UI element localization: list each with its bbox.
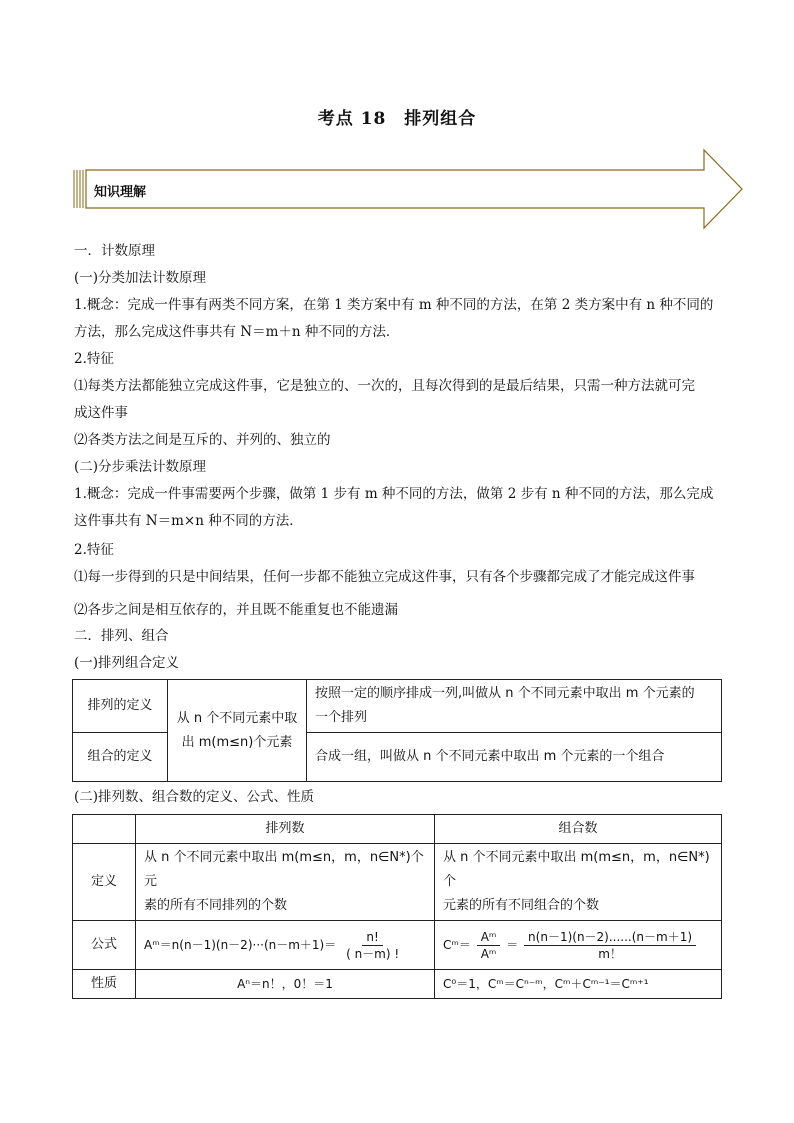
heading-counting-principles: 一．计数原理 — [74, 243, 155, 259]
banner-label: 知识理解 — [94, 185, 147, 200]
comb-fraction-1 — [477, 929, 501, 962]
comb-fraction-2 — [524, 929, 696, 962]
paragraph-addition-concept-2: 方法，那么完成这件事共有 N＝m＋n 种不同的方法． — [74, 324, 400, 340]
feature-1-line-a: ⑴每类方法都能独立完成这件事，它是独立的、一次的，且每次得到的是最后结果，只需一种方法就可完 — [74, 378, 695, 394]
subheading-multiplication-principle: (二)分步乘法计数原理 — [74, 459, 207, 475]
subheading-definitions: (一)排列组合定义 — [74, 655, 180, 671]
heading-permutation-combination: 二．排列、组合 — [74, 628, 169, 644]
shared-definition-line-b: 出 m(m≤n)个元素 — [181, 734, 293, 750]
header-comb-number: 组合数 — [435, 815, 722, 844]
perm-def-text-b: 一个排列 — [315, 710, 368, 725]
row-label-property: 性质 — [73, 970, 136, 999]
perm-fraction-denominator: ( n－m) ! — [346, 946, 400, 961]
subheading-addition-principle: (一)分类加法计数原理 — [74, 270, 207, 286]
comb-def-label: 组合的定义 — [73, 733, 168, 782]
row-label-formula: 公式 — [73, 921, 136, 970]
perm-formula — [136, 921, 435, 970]
formula-table — [72, 814, 722, 999]
paragraph-addition-concept-1: 1.概念：完成一件事有两类不同方案，在第 1 类方案中有 m 种不同的方法，在第 2 类方案中有 n 种不同的 — [74, 297, 714, 313]
perm-def-text-a: 按照一定的顺序排成一列,叫做从 n 个不同元素中取出 m 个元素的 — [315, 686, 695, 701]
perm-def-text — [307, 680, 722, 733]
perm-formula-lhs: Aᵐ＝n(n－1)(n－2)···(n－m＋1)＝ — [144, 937, 337, 952]
section-banner — [72, 148, 744, 230]
perm-fraction — [342, 929, 403, 962]
comb-definition — [435, 844, 722, 921]
comb-formula-lhs: Cᵐ＝ — [443, 937, 471, 952]
comb-def-text: 合成一组，叫做从 n 个不同元素中取出 m 个元素的一个组合 — [307, 733, 722, 782]
paragraph-multiplication-concept-1: 1.概念：完成一件事需要两个步骤，做第 1 步有 m 种不同的方法，做第 2 步有 n 种不同的方法，那么完成 — [74, 486, 714, 502]
page-title: 考点 18 排列组合 — [317, 109, 477, 129]
subheading-numbers-formulas: (二)排列数、组合数的定义、公式、性质 — [74, 789, 315, 805]
shared-definition-cell — [168, 680, 307, 782]
comb-equals: ＝ — [506, 937, 519, 952]
perm-definition-b: 素的所有不同排列的个数 — [144, 898, 288, 913]
comb-definition-b: 元素的所有不同组合的个数 — [443, 898, 600, 913]
feature-2-line-a: ⑴每一步得到的只是中间结果，任何一步都不能独立完成这件事，只有各个步骤都完成了才能完成这件事 — [74, 569, 695, 585]
comb-fraction-2-numerator: n(n－1)(n－2)......(n－m＋1) — [524, 929, 696, 946]
feature-heading-2: 2.特征 — [74, 542, 114, 558]
header-perm-number: 排列数 — [136, 815, 435, 844]
corner-cell — [73, 815, 136, 844]
feature-2-line-b: ⑵各步之间是相互依存的，并且既不能重复也不能遗漏 — [74, 602, 398, 618]
comb-fraction-2-denominator: m！ — [598, 946, 622, 961]
feature-heading-1: 2.特征 — [74, 351, 114, 367]
perm-property: Aⁿ＝n！，0！＝1 — [136, 970, 435, 999]
feature-1-line-b: 成这件事 — [74, 405, 128, 421]
perm-def-label: 排列的定义 — [73, 680, 168, 733]
definition-table — [72, 679, 722, 782]
comb-fraction-1-denominator: Aᵐ — [480, 946, 497, 961]
arrow-banner-icon — [72, 148, 744, 230]
feature-1-line-c: ⑵各类方法之间是互斥的、并列的、独立的 — [74, 432, 331, 448]
paragraph-multiplication-concept-2: 这件事共有 N＝m×n 种不同的方法． — [74, 513, 303, 529]
perm-definition — [136, 844, 435, 921]
comb-property: C⁰＝1，Cᵐ＝Cⁿ⁻ᵐ，Cᵐ＋Cᵐ⁻¹＝Cᵐ⁺¹ — [435, 970, 722, 999]
shared-definition-line-a: 从 n 个不同元素中取 — [176, 710, 298, 726]
row-label-definition: 定义 — [73, 844, 136, 921]
comb-fraction-1-numerator: Aᵐ — [477, 929, 501, 946]
perm-definition-a: 从 n 个不同元素中取出 m(m≤n，m，n∈N*)个元 — [144, 850, 424, 889]
comb-formula — [435, 921, 722, 970]
perm-fraction-numerator: n! — [362, 929, 382, 946]
comb-definition-a: 从 n 个不同元素中取出 m(m≤n，m，n∈N*)个 — [443, 850, 710, 889]
